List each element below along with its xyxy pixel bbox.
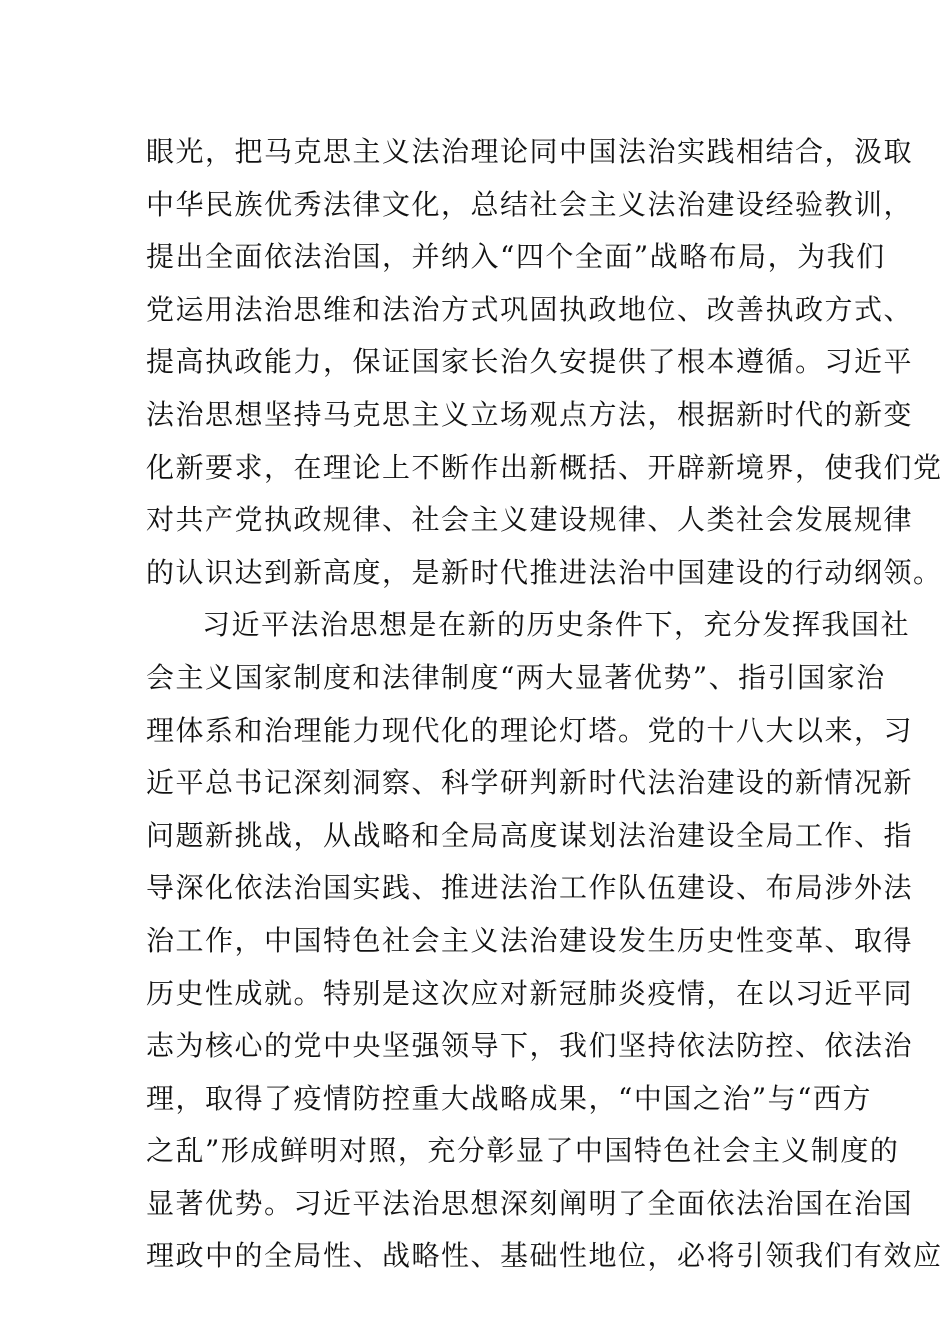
text-line: 提出全面依法治国，并纳入“四个全面”战略布局，为我们 [146, 240, 886, 274]
text-line: 历史性成就。特别是这次应对新冠肺炎疫情，在以习近平同 [146, 976, 914, 1010]
text-line: 之乱”形成鲜明对照，充分彰显了中国特色社会主义制度的 [146, 1134, 900, 1168]
text-line: 志为核心的党中央坚强领导下，我们坚持依法防控、依法治 [146, 1029, 914, 1063]
text-line: 问题新挑战，从战略和全局高度谋划法治建设全局工作、指 [146, 818, 914, 852]
text-line: 会主义国家制度和法律制度“两大显著优势”、指引国家治 [146, 660, 886, 694]
text-line: 中华民族优秀法律文化，总结社会主义法治建设经验教训， [146, 187, 914, 221]
text-line: 导深化依法治国实践、推进法治工作队伍建设、布局涉外法 [146, 871, 914, 905]
text-line: 党运用法治思维和法治方式巩固执政地位、改善执政方式、 [146, 292, 914, 326]
text-line: 化新要求，在理论上不断作出新概括、开辟新境界，使我们党 [146, 450, 943, 484]
text-line: 治工作，中国特色社会主义法治建设发生历史性变革、取得 [146, 923, 914, 957]
text-line: 近平总书记深刻洞察、科学研判新时代法治建设的新情况新 [146, 766, 914, 800]
text-line: 提高执政能力，保证国家长治久安提供了根本遵循。习近平 [146, 345, 914, 379]
text-line: 理，取得了疫情防控重大战略成果，“中国之治”与“西方 [146, 1081, 872, 1115]
body-text [146, 126, 943, 1283]
text-line: 对共产党执政规律、社会主义建设规律、人类社会发展规律 [146, 503, 914, 537]
paragraph-first-line: 习近平法治思想是在新的历史条件下，充分发挥我国社 [202, 608, 911, 642]
text-line: 法治思想坚持马克思主义立场观点方法，根据新时代的新变 [146, 397, 914, 431]
text-line: 眼光，把马克思主义法治理论同中国法治实践相结合，汲取 [146, 135, 914, 168]
text-line: 显著优势。习近平法治思想深刻阐明了全面依法治国在治国 [146, 1186, 914, 1220]
text-line: 理体系和治理能力现代化的理论灯塔。党的十八大以来，习 [146, 713, 914, 747]
text-line: 的认识达到新高度，是新时代推进法治中国建设的行动纲领。 [146, 555, 943, 589]
text-line: 理政中的全局性、战略性、基础性地位，必将引领我们有效应 [146, 1239, 943, 1273]
